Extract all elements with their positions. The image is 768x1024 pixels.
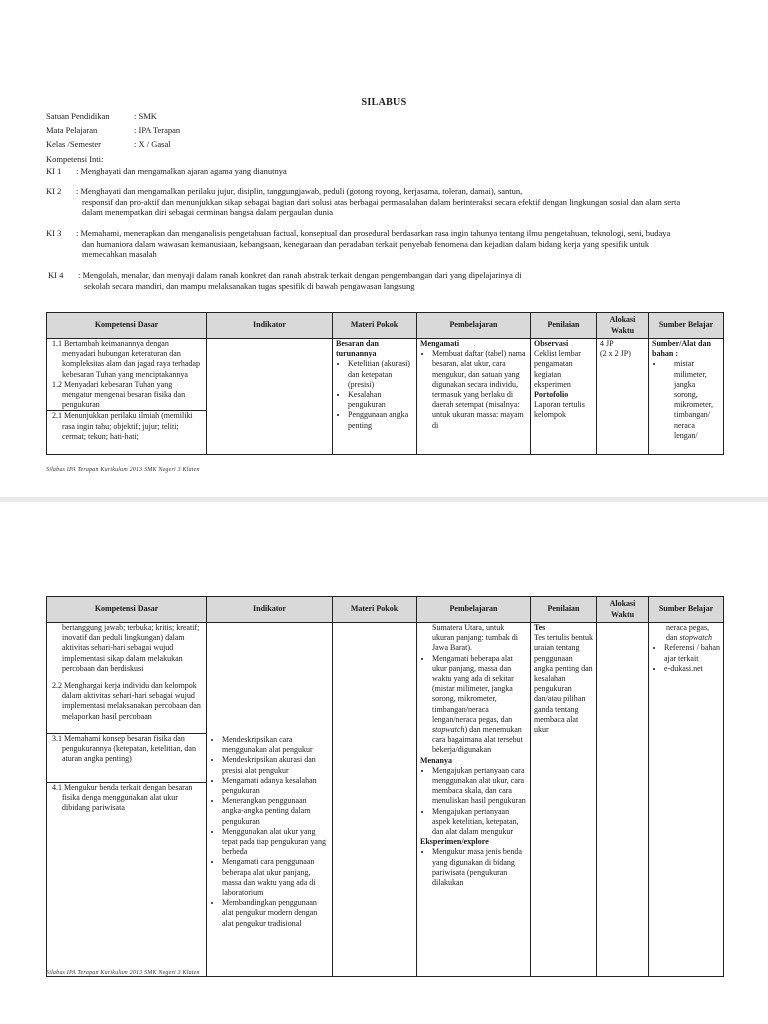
page-footer: Silabus IPA Terapan Kurikulum 2013 SMK Negeri 3 Klaten — [46, 970, 200, 976]
pembelajaran-item: • Mengajukan pertanyaan cara menggunakan alat ukur, cara membaca skala, dan cara menuliskan hasil pengukuran — [432, 766, 527, 807]
page-footer: Silabus IPA Terapan Kurikulum 2013 SMK Negeri 3 Klaten — [46, 467, 200, 473]
silabus-table-page-1 — [46, 312, 724, 455]
alokasi-value: 4 JP — [600, 339, 614, 348]
column-header: Sumber Belajar — [649, 597, 724, 623]
kd-item: bertanggung jawab; terbuka; kritis; kreatif; inovatif dan peduli lingkungan) dalam aktivitas sehari-hari sebagai wujud implementasi sikap dalam melakukan percobaan dan berdiskusi — [62, 623, 200, 673]
table-row — [47, 623, 724, 977]
document-page-1 — [0, 0, 768, 497]
table-header-row — [47, 313, 724, 339]
sumber-item: • Referensi / bahan ajar terkait — [664, 643, 720, 663]
penilaian-text: Ceklist lembar pengamatan kegiatan eksperimen — [534, 349, 581, 389]
column-header: Indikator — [207, 597, 333, 623]
ki-text: : Menghayati dan mengamalkan perilaku jujur, disiplin, tanggungjawab, peduli (gotong royong, kerjasama, toleran, damai), santun, — [76, 186, 523, 196]
materi-item: • Kesalahan pengukuran — [348, 390, 413, 410]
ki-text: : Mengolah, menalar, dan menyaji dalam ranah konkret dan ranah abstrak terkait dengan pengembangan dari yang dipelajarinya di — [78, 270, 522, 280]
pembelajaran-text: ) dan menemukan cara bagaimana alat tersebut bekerja/digunakan — [432, 725, 523, 755]
kompetensi-inti-label: Kompetensi Inti: — [46, 154, 104, 164]
indikator-item: • Menerangkan penggunaan angka-angka penting dalam pengukuran — [222, 796, 329, 827]
materi-title: Besaran dan turunannya — [336, 339, 379, 359]
materi-pokok-cell — [333, 339, 417, 455]
alokasi-cell — [597, 623, 649, 977]
column-header: Indikator — [207, 313, 333, 339]
pembelajaran-item: • Mengukur masa jenis benda yang digunakan di bidang pariwisata (pengukuran dilakukan — [432, 847, 527, 888]
pembelajaran-item: • Mengajukan pertanyaan aspek ketelitian, ketepatan, dan alat dalam mengukur — [432, 807, 527, 838]
info-value: : X / Gasal — [134, 139, 171, 149]
document-page-2 — [0, 502, 768, 1024]
column-header: Alokasi Waktu — [597, 313, 649, 339]
table-header-row — [47, 597, 724, 623]
column-header: Penilaian — [531, 597, 597, 623]
pembelajaran-text: stopwatch — [432, 725, 465, 735]
column-header: Kompetensi Dasar — [47, 597, 207, 623]
pembelajaran-cell — [417, 339, 531, 455]
ki-id: KI 4 — [48, 270, 64, 280]
indikator-cell — [207, 623, 333, 977]
ki-text: dalam menempatkan diri sebagai cerminan bangsa dalam pergaulan dunia — [82, 207, 333, 217]
materi-pokok-cell — [333, 623, 417, 977]
kd-item: 1.2 Menyadari kebesaran Tuhan yang mengatur mengenai besaran fisika dan pengukuran — [52, 379, 186, 410]
sumber-title: Sumber/Alat dan bahan : — [652, 339, 711, 359]
kd-item: 1.1 Bertambah keimanannya dengan menyadari hubungan keteraturan dan kompleksitas alam dan jagad raya terhadap kebesaran Tuhan yang menciptakannya — [52, 339, 200, 379]
table-row — [47, 339, 724, 455]
ki-text: sekolah secara mandiri, dan mampu melaksanakan tugas spesifik di bawah pengawasan langsung — [84, 280, 415, 291]
document-title: SILABUS — [361, 97, 407, 108]
sumber-item: • e-dukasi.net — [664, 664, 720, 674]
sumber-belajar-cell — [649, 623, 724, 977]
column-header: Kompetensi Dasar — [47, 313, 207, 339]
alokasi-value: (2 x 2 JP) — [600, 349, 631, 359]
indikator-item: • Mendeskripsikan akurasi dan presisi alat pengukur — [222, 755, 329, 775]
column-header: Materi Pokok — [333, 597, 417, 623]
info-label: Mata Pelajaran — [46, 125, 98, 135]
penilaian-cell — [531, 623, 597, 977]
penilaian-title: Observasi — [534, 339, 569, 348]
ki-text: memecahkan masalah — [82, 249, 157, 259]
pembelajaran-text: Sumatera Utara, untuk ukuran panjang: tumbak di Jawa Barat). — [432, 623, 518, 653]
penilaian-title: Portofolio — [534, 390, 569, 400]
column-header: Penilaian — [531, 313, 597, 339]
kd-item: 2.2 Menghargai kerja individu dan kelompok dalam aktivitas sehari-hari sebagai wujud implementasi melaksanakan percobaan dan melaporkan hasil percobaan — [52, 681, 201, 721]
info-label: Kelas /Semester — [46, 139, 101, 149]
pembelajaran-item: • Membuat daftar (tabel) nama besaran, alat ukur, cara mengukur, dan satuan yang digunakan secara individu, termasuk yang berlaku di daerah setempat (misalnya: untuk ukuran massa: mayam di — [432, 349, 527, 431]
alokasi-cell — [597, 339, 649, 455]
indikator-item: • Menggunakan alat ukur yang tepat pada tiap pengukuran yang berbeda — [222, 827, 329, 858]
penilaian-cell — [531, 339, 597, 455]
penilaian-text: Tes tertulis bentuk uraian tentang penggunaan angka penting dan kesalahan pengukuran dan/atau pilihan ganda tentang membaca alat ukur — [534, 633, 593, 735]
kompetensi-dasar-cell — [47, 339, 207, 455]
pembelajaran-text: Mengamati beberapa alat ukur panjang, massa dan waktu yang ada di sekitar (mistar milimeter, jangka sorong, mikrometer, timbangan/neraca lengan/neraca pegas, dan — [432, 653, 514, 724]
materi-item: • Ketelitian (akurasi) dan ketepatan (presisi) — [348, 359, 413, 390]
ki-id: KI 2 — [46, 186, 62, 196]
materi-item: • Penggunaan angka penting — [348, 410, 413, 430]
info-value: : IPA Terapan — [134, 125, 181, 135]
column-header: Alokasi Waktu — [597, 597, 649, 623]
ki-id: KI 1 — [46, 166, 62, 176]
ki-text: dan humaniora dalam wawasan kemanusiaan, kebangsaan, kenegaraan dan peradaban terkait penyebab fenomena dan kejadian dalam bidang kerja yang spesifik untuk — [82, 238, 650, 249]
indikator-item: • Mendeskripsikan cara menggunakan alat pengukur — [222, 735, 329, 755]
ki-text: : Memahami, menerapkan dan menganalisis pengetahuan factual, konseptual dan prosedural berdasarkan rasa ingin tahunya tentang ilmu pengetahuan, teknologi, seni, budaya — [76, 228, 671, 238]
kompetensi-dasar-cell — [47, 623, 207, 977]
ki-text: responsif dan pro-aktif dan menunjukkan sikap sebagai bagian dari solusi atas berbagai permasalahan dalam berinteraksi secara efektif dengan lingkungan sosial dan alam serta — [82, 196, 681, 207]
penilaian-title: Tes — [534, 623, 546, 632]
indikator-cell — [207, 339, 333, 455]
sumber-item: • mistar milimeter, jangka sorong, mikrometer, timbangan/ neraca lengan/ — [664, 359, 720, 441]
kd-item: 4.1 Mengukur benda terkait dengan besaran fisika denga menggunakan alat ukur dibidang pariwisata — [47, 782, 206, 814]
kd-item: 2.1 Menunjukkan perilaku ilmiah (memiliki rasa ingin tahu; objektif; jujur; teliti; cermat; tekun; hati-hati; — [47, 410, 206, 442]
indikator-item: • Mengamati adanya kesalahan pengukuran — [222, 776, 329, 796]
pembelajaran-cell — [417, 623, 531, 977]
sumber-belajar-cell — [649, 339, 724, 455]
column-header: Pembelajaran — [417, 313, 531, 339]
indikator-item: • Membandingkan penggunaan alat pengukur modern dengan alat pengukur tradisional — [222, 898, 329, 929]
penilaian-text: Laporan tertulis kelompok — [534, 400, 585, 420]
ki-id: KI 3 — [46, 228, 62, 238]
ki-text: : Menghayati dan mengamalkan ajaran agama yang dianutnya — [76, 166, 287, 176]
column-header: Materi Pokok — [333, 313, 417, 339]
column-header: Pembelajaran — [417, 597, 531, 623]
pembelajaran-title: Mengamati — [420, 339, 460, 348]
silabus-table-page-2 — [46, 596, 724, 977]
pembelajaran-item — [432, 654, 527, 756]
pembelajaran-title: Eksperimen/explore — [420, 837, 489, 847]
sumber-text: neraca pegas, dan — [666, 623, 710, 643]
identity-block — [46, 111, 346, 147]
info-value: : SMK — [134, 111, 157, 121]
sumber-text — [652, 623, 720, 643]
kd-item: 3.1 Memahami konsep besaran fisika dan pengukurannya (ketepatan, ketelitian, dan aturan angka penting) — [47, 733, 206, 782]
indikator-item: • Mengamati cara penggunaan beberapa alat ukur panjang, massa dan waktu yang ada di laboratorium — [222, 857, 329, 898]
column-header: Sumber Belajar — [649, 313, 724, 339]
info-label: Satuan Pendidikan — [46, 111, 110, 121]
sumber-text: stopwatch — [679, 633, 713, 643]
pembelajaran-title: Menanya — [420, 755, 452, 765]
